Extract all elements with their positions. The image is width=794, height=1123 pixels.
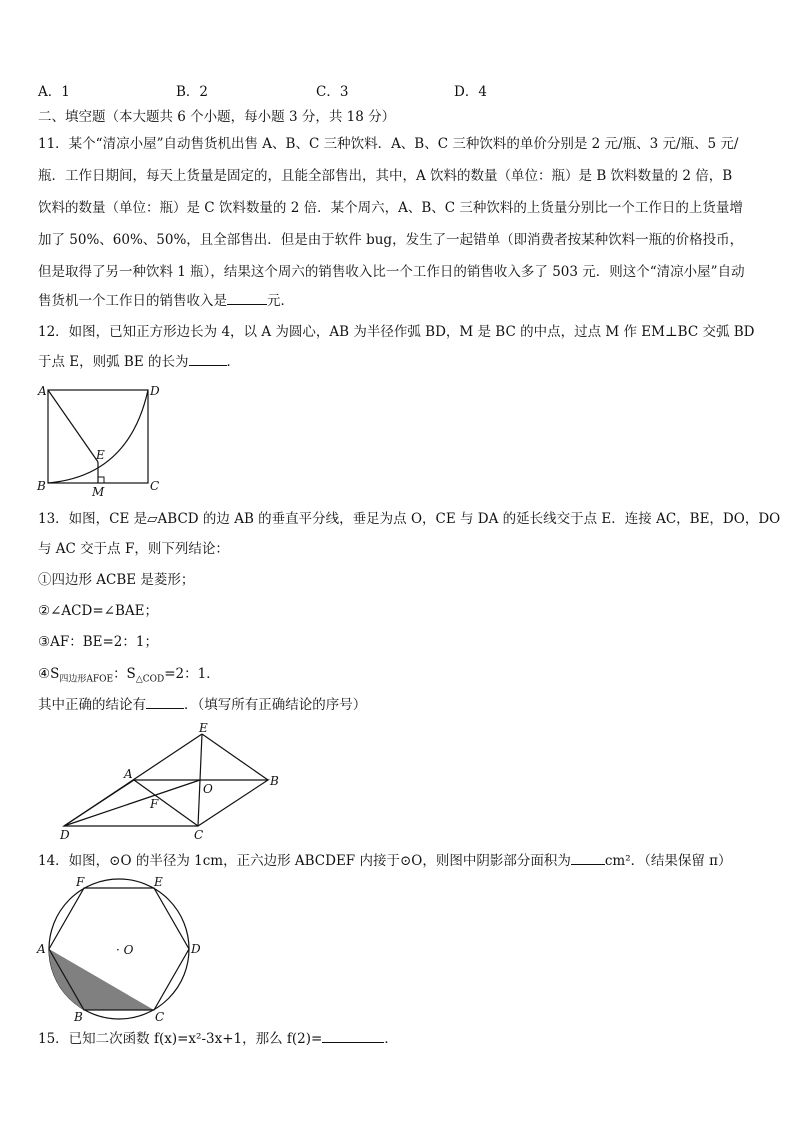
label-e: E [154, 875, 163, 889]
area-s1: ④S [38, 666, 60, 682]
q13-line-2: 与 AC 交于点 F，则下列结论： [38, 541, 229, 557]
q12-figure [34, 380, 164, 498]
q12-answer-blank[interactable] [189, 352, 227, 366]
label-e: E [96, 448, 105, 462]
label-c: C [150, 479, 160, 493]
q14-unit: cm²．（结果保留 π） [604, 853, 732, 869]
q11-answer-blank[interactable] [227, 291, 267, 305]
option-b: B．2 [176, 84, 209, 100]
q11-line-4: 加了 50%、60%、50%，且全部售出．但是由于软件 bug，发生了一起错单（即消费者按某种饮料一瓶的价格投币， [38, 232, 744, 248]
q13-text: 其中正确的结论有 [38, 697, 146, 713]
segment-eb [202, 734, 268, 780]
q13-figure [52, 722, 292, 846]
label-e: E [199, 722, 208, 735]
option-a: A．1 [38, 84, 70, 100]
label-a: A [38, 384, 47, 398]
q13-conclusion-2: ②∠ACD=∠BAE； [38, 603, 158, 619]
q15-answer-blank[interactable] [322, 1029, 384, 1043]
label-a: A [124, 767, 133, 781]
label-o: · O [116, 943, 134, 957]
q15-text: 15．已知二次函数 f(x)=x²-3x+1，那么 f(2)= [38, 1031, 323, 1047]
q11-text: 售货机一个工作日的销售收入是 [38, 293, 227, 309]
area-s1-subscript: 四边形AFOE [59, 674, 114, 685]
q11-line-1: 11．某个“清凉小屋”自动售货机出售 A、B、C 三种饮料．A、B、C 三种饮料的单价分别是 2 元/瓶、3 元/瓶、5 元/ [38, 136, 739, 152]
segment-do [64, 780, 200, 826]
label-b: B [37, 479, 46, 493]
label-c: C [194, 828, 204, 842]
q11-line-5: 但是取得了另一种饮料 1 瓶），结果这个周六的销售收入比一个工作日的销售收入多了 503 元．则这个“清凉小屋”自动 [38, 264, 745, 280]
label-o: O [203, 782, 213, 796]
section-heading: 二、填空题（本大题共 6 个小题，每小题 3 分，共 18 分） [38, 109, 396, 125]
q11-unit: 元． [267, 293, 294, 309]
q11-line-2: 瓶．工作日期间，每天上货量是固定的，且能全部售出，其中，A 饮料的数量（单位：瓶）是 B 饮料数量的 2 倍，B [38, 168, 733, 184]
q14-answer-blank[interactable] [571, 851, 605, 865]
label-d: D [150, 384, 160, 398]
label-d: D [60, 828, 70, 842]
q13-conclusion-1: ①四边形 ACBE 是菱形； [38, 572, 195, 588]
q11-line-6 [38, 291, 294, 311]
q11-line-3: 饮料的数量（单位：瓶）是 C 饮料数量的 2 倍．某个周六，A、B、C 三种饮料的上货量分别比一个工作日的上货量增 [38, 200, 743, 216]
segment-ae [48, 390, 98, 462]
q13-line-1: 13．如图，CE 是▱ABCD 的边 AB 的垂直平分线，垂足为点 O，CE 与 DA 的延长线交于点 E．连接 AC，BE，DO，DO [38, 511, 781, 527]
q15-end: ． [384, 1031, 398, 1047]
q14-line-1 [38, 851, 732, 871]
q12-text: 于点 E，则弧 BE 的长为 [38, 354, 189, 370]
label-b: B [74, 1010, 83, 1024]
right-angle-mark [98, 477, 104, 483]
label-m: M [92, 485, 105, 498]
label-f: F [76, 875, 85, 889]
option-c: C．3 [316, 84, 349, 100]
label-d: D [191, 942, 201, 956]
option-d: D．4 [454, 84, 487, 100]
q13-answer-blank[interactable] [146, 695, 184, 709]
area-s2-subscript: △COD [135, 674, 165, 685]
q12-end: ． [226, 354, 241, 370]
q15-line-1 [38, 1029, 398, 1049]
q12-line-2 [38, 352, 240, 372]
q13-line-3 [38, 695, 366, 715]
label-b: B [270, 774, 279, 788]
q13-conclusion-3: ③AF：BE=2：1； [38, 634, 158, 650]
q12-line-1: 12．如图，已知正方形边长为 4，以 A 为圆心，AB 为半径作弧 BD，M 是 BC 的中点，过点 M 作 EM⊥BC 交弧 BD [38, 324, 755, 340]
q14-figure [34, 874, 204, 1024]
label-a: A [37, 942, 46, 956]
area-s2: ：S [113, 666, 136, 682]
q14-text: 14．如图，⊙O 的半径为 1cm，正六边形 ABCDEF 内接于⊙O，则图中阴影部分面积为 [38, 853, 571, 869]
label-c: C [155, 1010, 165, 1024]
q13-conclusion-4 [38, 664, 220, 690]
answer-options [38, 82, 487, 102]
q13-instruction: ．（填写所有正确结论的序号） [184, 697, 367, 713]
label-f: F [150, 797, 159, 811]
segment-ac [134, 780, 198, 826]
ratio-text: =2：1． [164, 666, 220, 682]
